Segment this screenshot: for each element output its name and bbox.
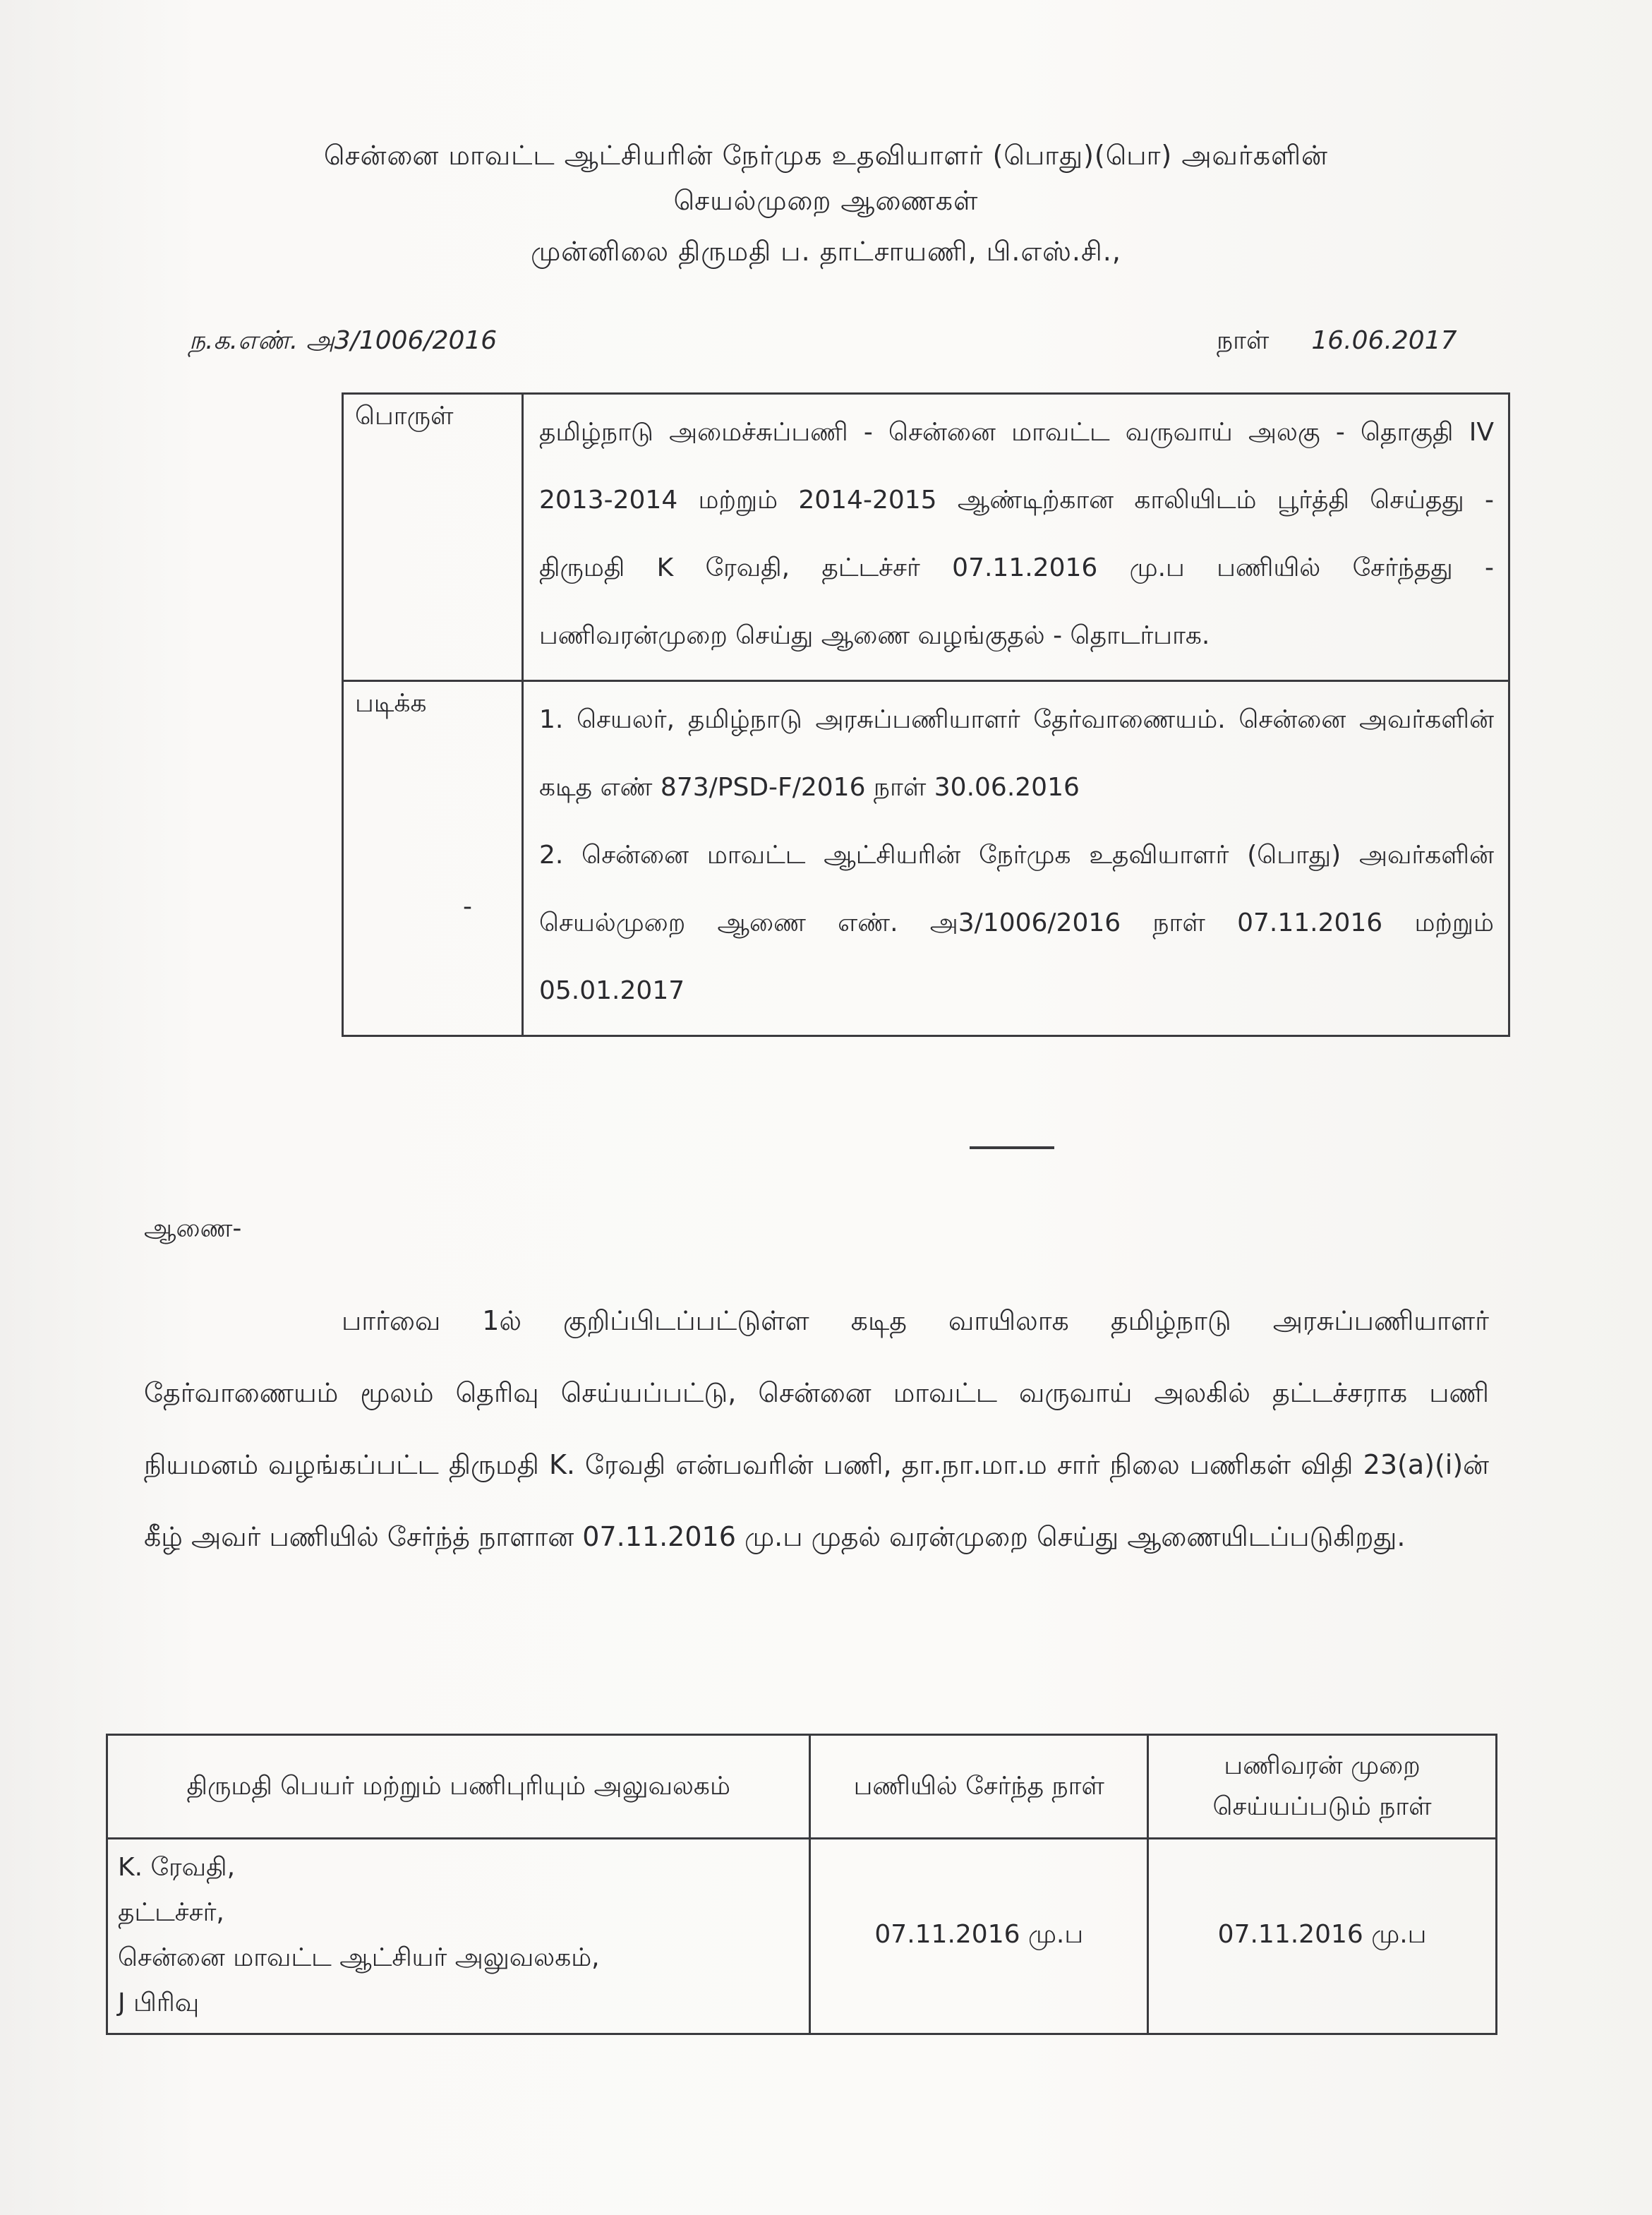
date-label: நாள் [1217,326,1270,355]
order-paragraph-text: பார்வை 1ல் குறிப்பிடப்பட்டுள்ள கடித வாயிலாக தமிழ்நாடு அரசுப்பணியாளர் தேர்வாணையம் மூலம் தெரிவு செய்யப்பட்டு, சென்னை மாவட்ட வருவாய் அலகில் தட்டச்சராக பணி நியமனம் வழங்கப்பட்ட திருமதி K. ரேவதி என்பவரின் பணி, தா.நா.மா.ம சார் நிலை பணிகள் விதி 23(a)(i)ன் கீழ் அவர் பணியில் சேர்ந்த் நாளான 07.11.2016 மு.ப முதல் வரன்முறை செய்து ஆணையிடப்படுகிறது. [144,1305,1490,1552]
subject-table [342,392,1510,1037]
reference-date [1217,326,1457,359]
employee-name: K. ரேவதி, [118,1853,236,1882]
employee-section: J பிரிவு [118,1988,200,2017]
header-regularized-date: பணிவரன் முறை செய்யப்படும் நாள் [1148,1735,1497,1839]
separator-dash [970,1146,1054,1149]
header-line-2: செயல்முறை ஆணைகள் [673,185,979,216]
file-number: ந.க.எண். அ3/1006/2016 [189,326,498,355]
employee-name-office [107,1839,810,2034]
read-item-2: 2. சென்னை மாவட்ட ஆட்சியரின் நேர்முக உதவியாளர் (பொது) அவர்களின் செயல்முறை ஆணை எண். அ3/1006/2016 நாள் 07.11.2016 மற்றும் 05.01.2017 [539,841,1494,1005]
order-paragraph [144,1285,1489,1573]
read-label: படிக்க [355,689,427,718]
subject-text: தமிழ்நாடு அமைச்சுப்பணி - சென்னை மாவட்ட வருவாய் அலகு - தொகுதி IV 2013-2014 மற்றும் 2014-2015 ஆண்டிற்கான காலியிடம் பூர்த்தி செய்தது - திருமதி K ரேவதி, தட்டச்சர் 07.11.2016 மு.ப பணியில் சேர்ந்தது - பணிவரன்முறை செய்து ஆணை வழங்குதல் - தொடர்பாக. [523,394,1509,681]
appointment-header-row [107,1735,1497,1839]
subject-row [343,394,1509,681]
employee-office: சென்னை மாவட்ட ஆட்சியர் அலுவலகம், [118,1943,600,1972]
header-line-3: முன்னிலை திருமதி ப. தாட்சாயணி, பி.எஸ்.சி., [531,236,1121,267]
read-mark: - [463,892,472,921]
table-row [107,1839,1497,2034]
header-name-office: திருமதி பெயர் மற்றும் பணிபுரியும் அலுவலகம் [107,1735,810,1839]
employee-designation: தட்டச்சர், [118,1898,224,1927]
header-joined-date: பணியில் சேர்ந்த நாள் [810,1735,1148,1839]
order-label: ஆணை- [144,1214,242,1243]
header-line-1: சென்னை மாவட்ட ஆட்சியரின் நேர்முக உதவியாளர் (பொது)(பொ) அவர்களின் [324,140,1328,171]
read-item-1: 1. செயலர், தமிழ்நாடு அரசுப்பணியாளர் தேர்வாணையம். சென்னை அவர்களின் கடித எண் 873/PSD-F/2016 நாள் 30.06.2016 [539,705,1494,802]
appointment-table [106,1734,1497,2035]
regularized-date: 07.11.2016 மு.ப [1148,1839,1497,2034]
date-value: 16.06.2017 [1311,326,1457,355]
joined-date: 07.11.2016 மு.ப [810,1839,1148,2034]
read-row [343,681,1509,1036]
read-references [523,681,1509,1036]
read-label-cell [343,681,523,1036]
subject-label: பொருள் [343,394,523,681]
